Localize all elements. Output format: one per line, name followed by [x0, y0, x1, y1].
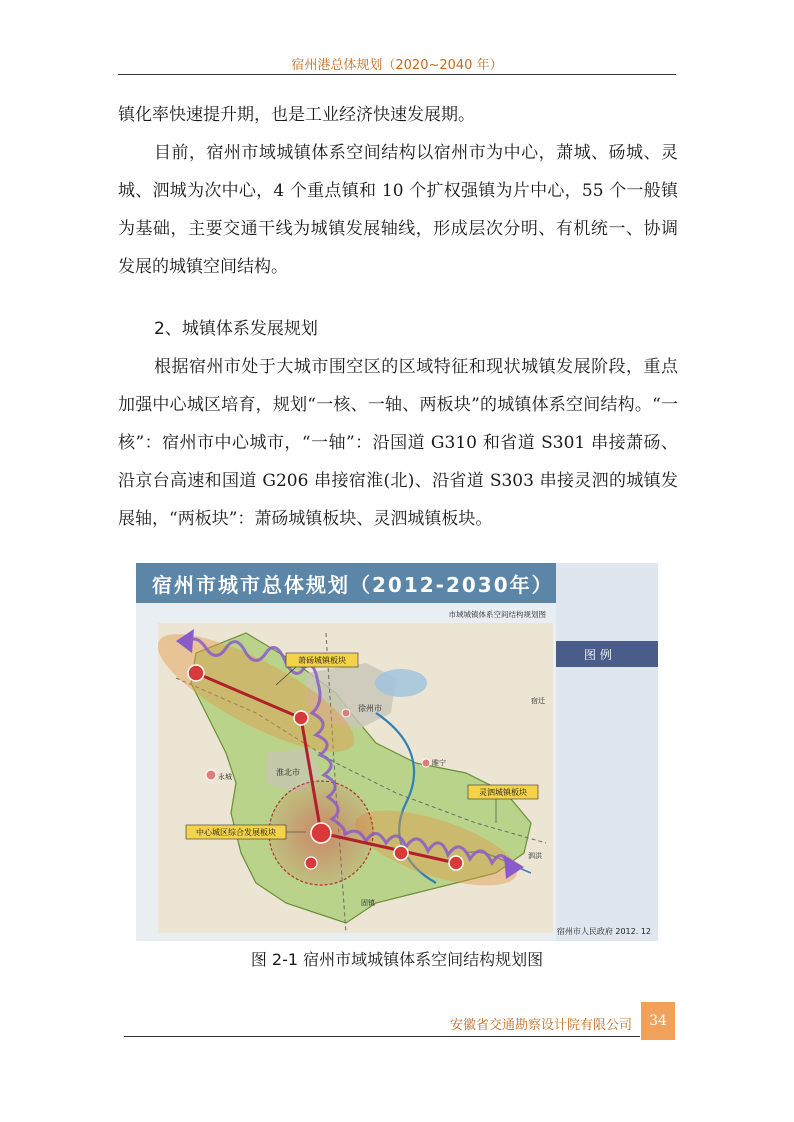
city-guzhen: 固镇: [361, 899, 375, 907]
planning-map-figure: [136, 563, 658, 941]
paragraph-3: 根据宿州市处于大城市围空区的区域特征和现状城镇发展阶段，重点加强中心城区培育，规划“一核、一轴、两板块”的城镇体系空间结构。“一核”：宿州市中心城市，“一轴”：沿国道 G310 和省道 S301 串接萧砀、沿京台高速和国道 G206 串接宿淮(北)、沿省道 S303 串接灵泗的城镇发展轴，“两板块”：萧砀城镇板块、灵泗城镇板块。: [118, 357, 678, 529]
node-dang: [294, 711, 308, 725]
city-xuzhou: 徐州市: [358, 704, 382, 713]
map-title: 宿州市城市总体规划（2012-2030年）: [152, 573, 554, 597]
node-si: [449, 856, 463, 870]
map-subtitle: 市域城镇体系空间结构规划图: [448, 610, 546, 619]
city-sihong: 泗洪: [528, 852, 542, 860]
footer-divider: [124, 1036, 640, 1037]
label-lingsi: 灵泗城镇板块: [479, 788, 527, 797]
node-ling: [394, 846, 408, 860]
city-suqian: 宿迁: [531, 697, 545, 705]
map-footer-org: 宿州市人民政府 2012. 12: [556, 927, 651, 936]
node-suining: [422, 759, 430, 767]
paragraph-1: 镇化率快速提升期，也是工业经济快速发展期。: [118, 105, 475, 125]
planning-map: [136, 563, 658, 941]
section-heading: 2、城镇体系发展规划: [154, 319, 318, 339]
node-south: [305, 857, 317, 869]
label-core: 中心城区综合发展板块: [196, 828, 276, 837]
city-suining: 睢宁: [432, 759, 446, 767]
node-suzhou: [311, 823, 331, 843]
page-header-title: 宿州港总体规划（2020~2040 年）: [291, 58, 503, 73]
node-yongcheng: [206, 770, 216, 780]
label-xiaodang: 萧砀城镇板块: [298, 656, 346, 665]
legend-label: 图 例: [584, 648, 612, 662]
city-yongcheng: 永城: [218, 773, 232, 781]
header-divider: [118, 74, 676, 75]
node-xiao: [188, 665, 204, 681]
city-huaibei: 淮北市: [276, 768, 300, 777]
node-xuzhou: [342, 709, 350, 717]
legend-panel: [556, 563, 658, 941]
footer-company: 安徽省交通勘察设计院有限公司: [449, 1018, 632, 1033]
page-number-badge: 34: [641, 1002, 675, 1040]
paragraph-2: 目前，宿州市域城镇体系空间结构以宿州市为中心，萧城、砀城、灵城、泗城为次中心，4 个重点镇和 10 个扩权强镇为片中心，55 个一般镇为基础，主要交通干线为城镇发展轴线，形成层次分明、有机统一、协调发展的城镇空间结构。: [118, 143, 678, 277]
figure-caption: 图 2-1 宿州市域城镇体系空间结构规划图: [250, 950, 544, 969]
